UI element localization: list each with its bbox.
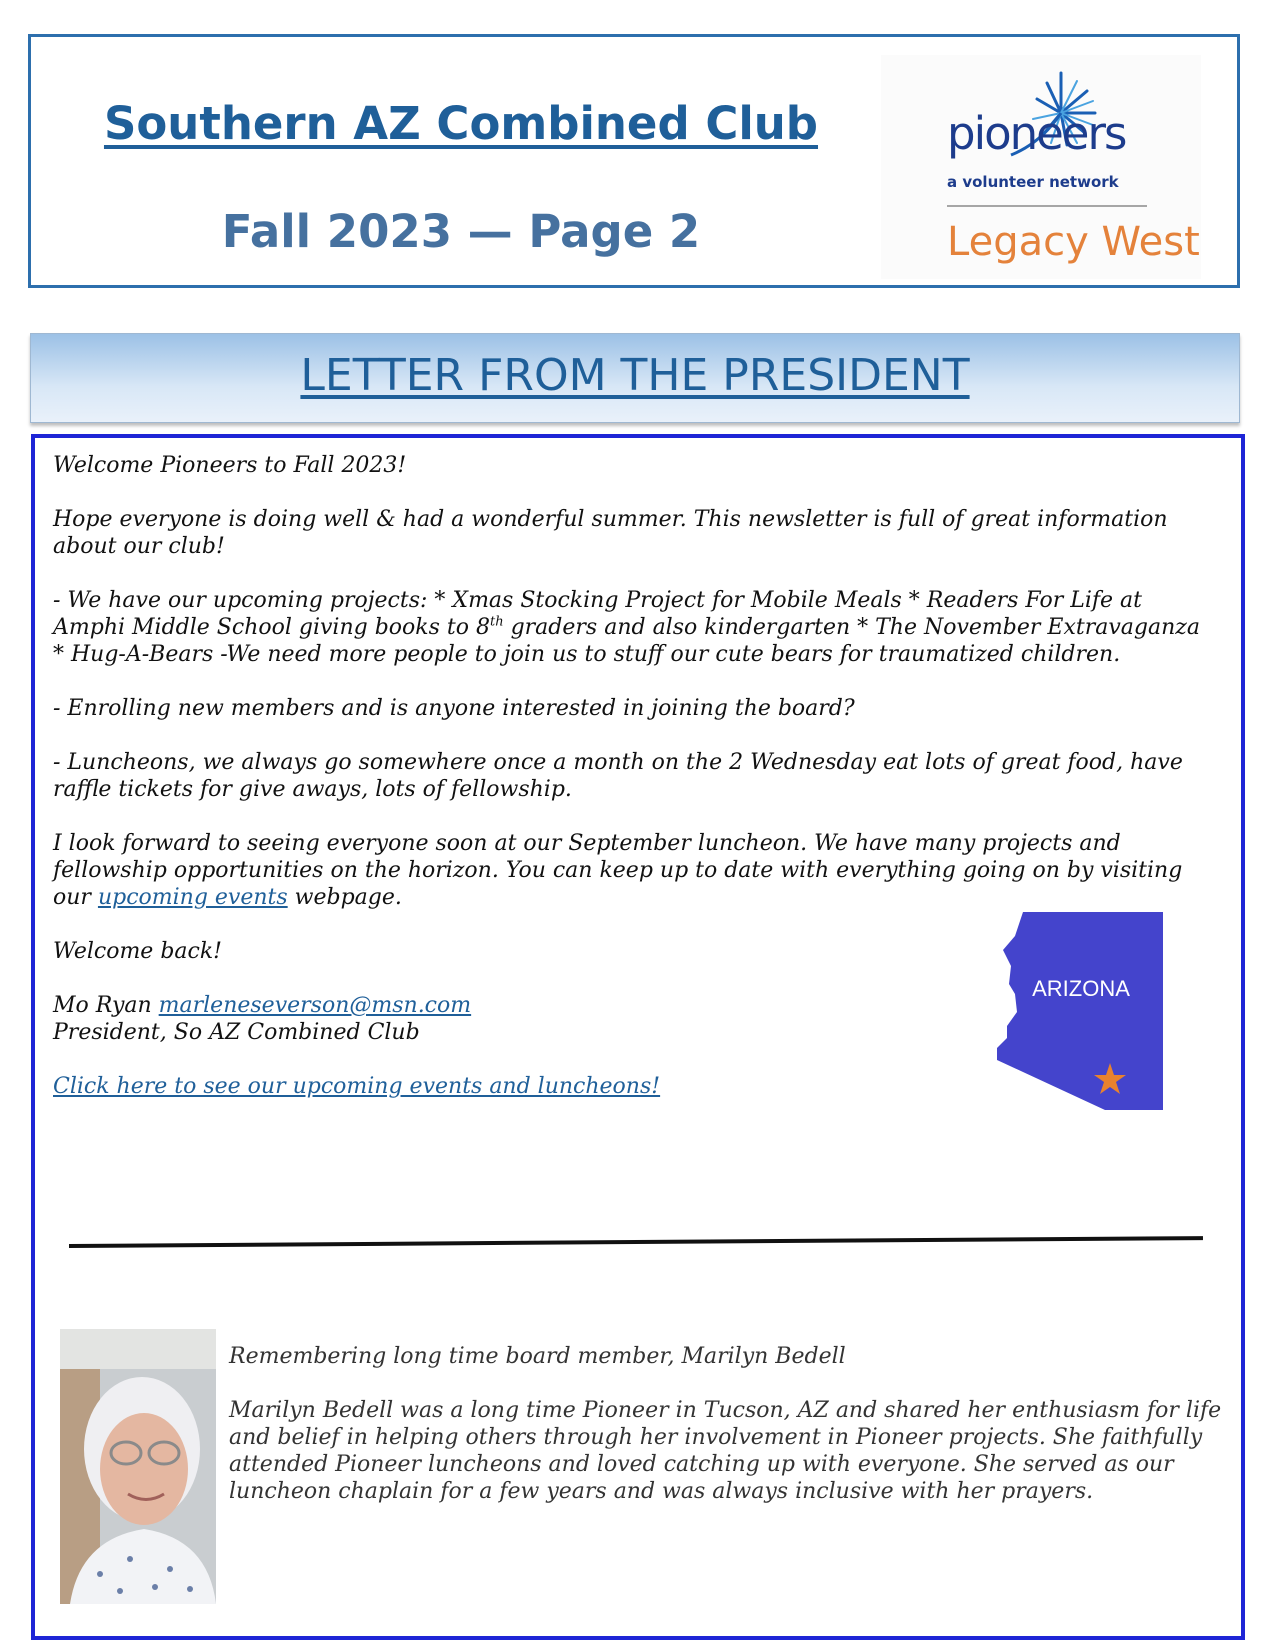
events-luncheons-link[interactable]: Click here to see our upcoming events and luncheons! (53, 1074, 661, 1099)
letter-welcome-back: Welcome back! (53, 939, 223, 964)
memorial-body: Marilyn Bedell was a long time Pioneer in Tucson, AZ and shared her enthusiasm for life and belief in helping others through her involvement in Pioneer projects. She faithfully attended Pioneer luncheons and loved catching up with everyone. She served as our luncheon chaplain for a few years and was always inclusive with her prayers. (229, 1398, 1222, 1504)
letter-projects: - We have our upcoming projects: * Xmas Stocking Project for Mobile Meals * Readers For Life at Amphi Middle School giving books to 8th graders and also kindergarten * The November Extravaganza * Hug-A-Bears -We need more people to join us to stuff our cute bears for traumatized children. (53, 588, 1200, 667)
logo-legacy-west: Legacy West (947, 219, 1200, 265)
memorial (229, 1343, 1229, 1532)
upcoming-events-link[interactable]: upcoming events (97, 885, 288, 910)
letter-forward: I look forward to seeing everyone soon at our September luncheon. We have many projects and fellowship opportunities on the horizon. You can keep up to date with everything going on by visiting our upcoming events webpage. (53, 831, 1183, 910)
signature-title: President, So AZ Combined Club (53, 1020, 420, 1045)
letter-intro: Hope everyone is doing well & had a wonderful summer. This newsletter is full of great information about our club! (53, 507, 1168, 559)
signature-name: Mo Ryan (53, 993, 159, 1018)
section-header (30, 333, 1240, 423)
pioneers-logo (881, 55, 1201, 279)
arizona-label: ARIZONA (1032, 976, 1130, 1001)
logo-divider (947, 205, 1147, 207)
club-title: Southern AZ Combined Club (103, 97, 819, 150)
section-divider (69, 1236, 1203, 1248)
logo-tagline: a volunteer network (947, 173, 1119, 191)
section-title: LETTER FROM THE PRESIDENT (300, 350, 970, 401)
logo-wordmark: pioneers (947, 107, 1126, 160)
header-box (28, 34, 1240, 288)
signature-email-link[interactable]: marleneseverson@msn.com (158, 993, 472, 1018)
arizona-map-icon (995, 912, 1195, 1110)
content-box (31, 434, 1245, 1640)
letter-greeting: Welcome Pioneers to Fall 2023! (53, 453, 407, 478)
letter-enrolling: - Enrolling new members and is anyone interested in joining the board? (53, 696, 855, 721)
letter-luncheons: - Luncheons, we always go somewhere once a month on the 2 Wednesday eat lots of great food, have raffle tickets for give aways, lots of fellowship. (53, 750, 1183, 802)
issue-title: Fall 2023 — Page 2 (221, 205, 701, 258)
memorial-heading: Remembering long time board member, Marilyn Bedell (229, 1344, 846, 1369)
marilyn-bedell-photo (60, 1329, 216, 1604)
